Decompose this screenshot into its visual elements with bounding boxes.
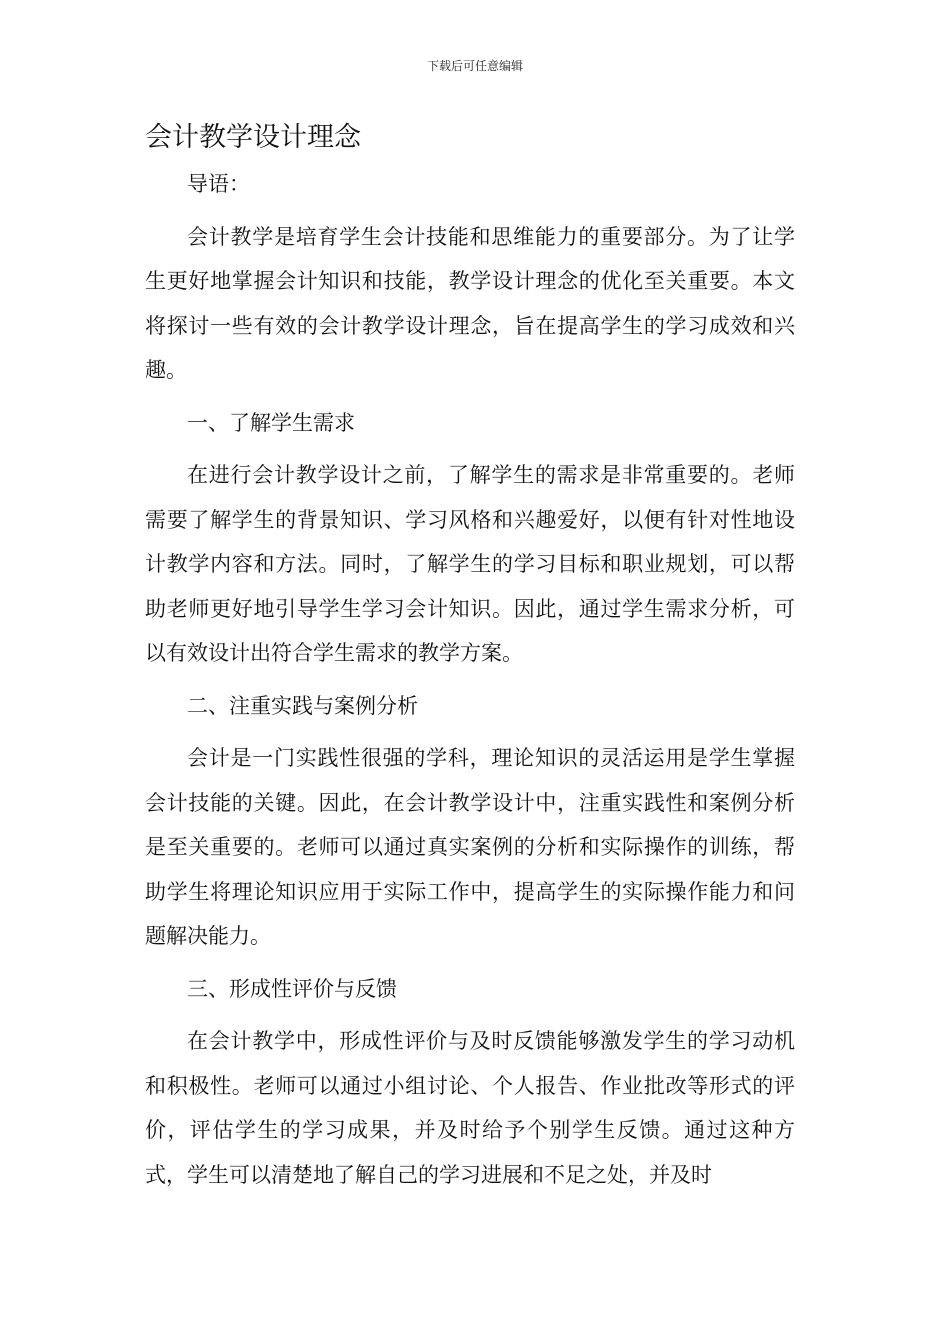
lead-label: 导语： <box>187 172 250 196</box>
section-heading-3: 三、形成性评价与反馈 <box>187 976 397 1001</box>
section-paragraph-3: 在会计教学中，形成性评价与及时反馈能够激发学生的学习动机和积极性。老师可以通过小组讨论、个人报告、作业批改等形式的评价，评估学生的学习成果，并及时给予个别学生反馈。通过这种方式，学生可以清楚地了解自己的学习进展和不足之处，并及时 <box>145 1029 795 1187</box>
document-title: 会计教学设计理念 <box>145 122 361 153</box>
section-heading-1: 一、了解学生需求 <box>187 410 355 435</box>
document-body <box>145 162 795 1205</box>
section-paragraph-2: 会计是一门实践性很强的学科，理论知识的灵活运用是学生掌握会计技能的关键。因此，在会计教学设计中，注重实践性和案例分析是至关重要的。老师可以通过真实案例的分析和实际操作的训练，帮助学生将理论知识应用于实际工作中，提高学生的实际操作能力和问题解决能力。 <box>145 746 795 948</box>
intro-paragraph: 会计教学是培育学生会计技能和思维能力的重要部分。为了让学生更好地掌握会计知识和技能，教学设计理念的优化至关重要。本文将探讨一些有效的会计教学设计理念，旨在提高学生的学习成效和兴趣。 <box>145 224 795 382</box>
header-note: 下载后可任意编辑 <box>426 59 523 73</box>
section-paragraph-1: 在进行会计教学设计之前，了解学生的需求是非常重要的。老师需要了解学生的背景知识、学习风格和兴趣爱好，以便有针对性地设计教学内容和方法。同时，了解学生的学习目标和职业规划，可以帮助老师更好地引导学生学习会计知识。因此，通过学生需求分析，可以有效设计出符合学生需求的教学方案。 <box>145 463 795 665</box>
section-heading-2: 二、注重实践与案例分析 <box>187 693 418 718</box>
